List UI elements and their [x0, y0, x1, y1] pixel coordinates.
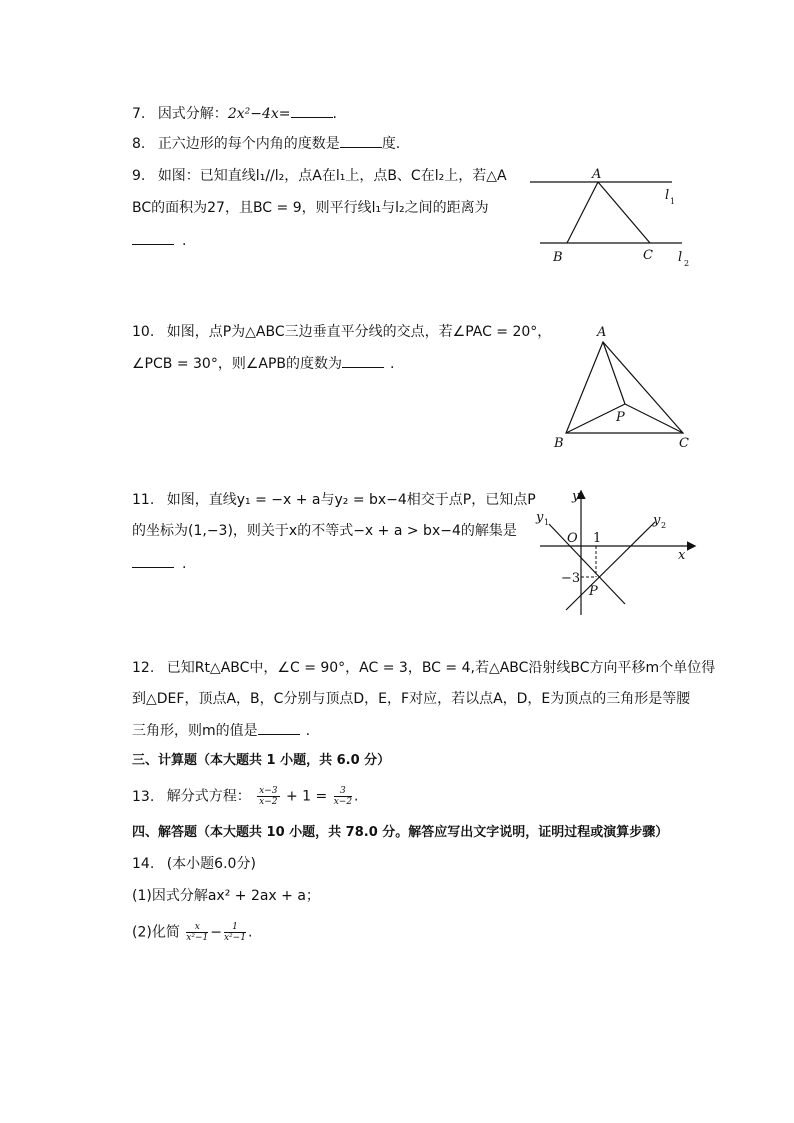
label-c: C [643, 248, 653, 263]
question-text: 已知Rt△ABC中，∠C = 90°，AC = 3，BC = 4,若△ABC沿射线BC方向平移m个单位得 [166, 660, 716, 676]
line-y1 [549, 524, 625, 604]
label-c: C [679, 436, 689, 451]
label-x: x [678, 548, 686, 563]
label-p: P [589, 584, 598, 599]
equation-middle: + 1 = [285, 788, 328, 805]
label-y: y [572, 489, 580, 504]
label-l1: l [665, 188, 670, 203]
question-13 [132, 786, 359, 807]
question-text: 如图，点P为△ABC三边垂直平分线的交点，若∠PAC = 20°， [166, 324, 552, 340]
fraction-2: $\frac{3}{x-2}$ [333, 786, 353, 807]
label-y2: y [653, 513, 661, 528]
question-12 [132, 658, 715, 678]
part-2-label: (2)化简 [132, 924, 180, 941]
section-heading-calculation: 三、计算题（本大题共 1 小题，共 6.0 分） [132, 753, 391, 768]
period: . [354, 788, 359, 805]
question-text: 如图：已知直线l₁//l₂，点A在l₁上，点B、C在l₂上，若△A [157, 168, 507, 184]
question-12-line-3 [132, 720, 310, 741]
period: . [332, 106, 337, 122]
question-12-line-2 [132, 689, 690, 709]
question-points: (本小题6.0分) [166, 856, 256, 872]
label-a: A [597, 325, 607, 340]
label-o: O [567, 531, 578, 546]
section-heading-answer: 四、解答题（本大题共 10 小题，共 78.0 分。解答应写出文字说明，证明过程或演算步骤） [132, 825, 669, 840]
question-number: 14. [132, 856, 155, 872]
period: . [305, 723, 311, 739]
question-text: 因式分解： [157, 106, 228, 122]
question-number: 7. [132, 106, 146, 122]
line-y2 [566, 522, 655, 610]
question-number: 13. [132, 788, 155, 805]
label-y2-sub: 2 [661, 521, 667, 530]
question-number: 10. [132, 324, 155, 340]
question-text: 正六边形的每个内角的度数是 [157, 136, 340, 152]
question-14 [132, 854, 256, 874]
question-number: 11. [132, 492, 155, 508]
fraction-2: $\frac{1}{\text{x²−1}}$ [223, 922, 246, 943]
question-text: 解分式方程： [166, 788, 251, 805]
question-14-part-1: (1)因式分解ax² + 2ax + a； [132, 888, 320, 904]
unit-text: 度. [381, 136, 401, 152]
minus-sign: − [210, 924, 222, 941]
fraction-1: $\frac{x}{\text{x²−1}}$ [186, 922, 209, 943]
period: . [247, 924, 253, 941]
period: . [182, 556, 187, 572]
label-a: A [592, 167, 602, 182]
question-number: 8. [132, 136, 146, 152]
question-14-part-2 [132, 922, 252, 943]
label-y1: y [536, 510, 544, 525]
question-text: 如图，直线y₁ = −x + a与y₂ = bx−4相交于点P，已知点P [166, 492, 536, 508]
question-number: 9. [132, 168, 146, 184]
label-l1-sub: 1 [670, 197, 676, 206]
question-text: 的坐标为(1,−3)，则关于x的不等式−x + a > bx−4的解集是 [132, 523, 517, 539]
question-text: BC的面积为27，且BC = 9，则平行线l₁与l₂之间的距离为 [132, 200, 489, 216]
label-one: 1 [593, 531, 602, 546]
label-b: B [554, 436, 564, 451]
period: . [390, 356, 395, 372]
question-text: 到△DEF，顶点A，B，C分别与顶点D，E，F对应，若以点A，D，E为顶点的三角形是等腰 [132, 691, 691, 707]
period: . [182, 233, 187, 249]
label-l2: l [678, 250, 683, 265]
label-y1-sub: 1 [544, 518, 550, 527]
question-text: ∠PCB = 30°，则∠APB的度数为 [132, 356, 342, 372]
label-p: P [616, 410, 625, 425]
question-number: 12. [132, 660, 155, 676]
math-expression: 2x²−4x= [227, 106, 291, 122]
label-b: B [553, 250, 563, 265]
label-l2-sub: 2 [684, 259, 690, 268]
question-text: 三角形，则m的值是 [132, 723, 258, 739]
label-neg3: −3 [561, 571, 581, 586]
fraction-1: $\frac{x-3}{x-2}$ [259, 786, 278, 807]
answer-blank[interactable] [258, 720, 300, 735]
